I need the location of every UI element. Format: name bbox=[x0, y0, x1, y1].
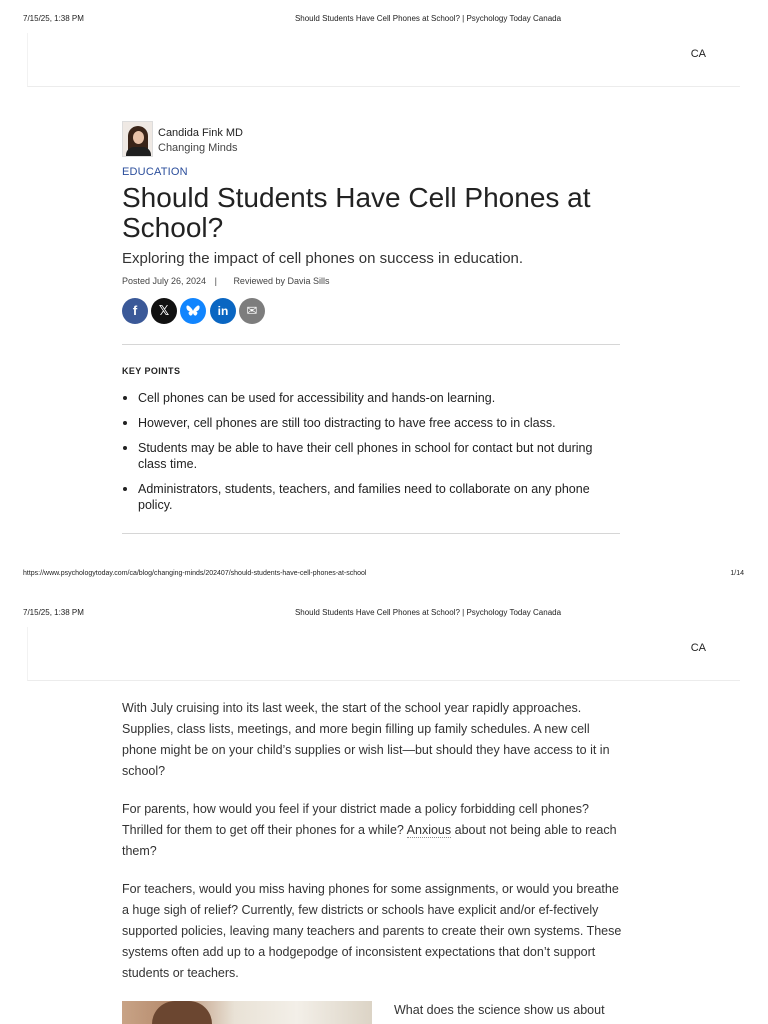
x-share-button[interactable] bbox=[151, 298, 177, 324]
blog-name[interactable]: Changing Minds bbox=[158, 142, 238, 154]
key-points-label: KEY POINTS bbox=[122, 366, 181, 376]
article-photo bbox=[122, 1001, 372, 1024]
divider bbox=[122, 533, 620, 534]
print-title: Should Students Have Cell Phones at School? | Psychology Today Canada bbox=[294, 608, 562, 617]
posted-date: Posted July 26, 2024 bbox=[122, 276, 207, 286]
body-paragraph: What does the science show us about bbox=[394, 1003, 605, 1017]
site-header bbox=[27, 33, 740, 87]
email-share-button[interactable] bbox=[239, 298, 265, 324]
article-title: Should Students Have Cell Phones at School? bbox=[122, 182, 591, 243]
print-page-number: 1/14 bbox=[730, 570, 744, 577]
bluesky-icon bbox=[186, 305, 200, 317]
print-date: 7/15/25, 1:38 PM bbox=[23, 14, 84, 23]
article-subtitle: Exploring the impact of cell phones on success in education. bbox=[122, 250, 524, 267]
region-selector[interactable]: CA bbox=[690, 48, 706, 60]
region-selector[interactable]: CA bbox=[690, 642, 706, 654]
body-paragraph: With July cruising into its last week, the start of the school year rapidly approaches. Supplies, class lists, meetings, and more begin filling up family schedules. A new cell phone might be on your child’s supplies or wish list—but should they have access to it in school? bbox=[122, 701, 610, 778]
body-paragraph bbox=[122, 799, 622, 862]
body-paragraph: For teachers, would you miss having phones for some assignments, or would you breathe a huge sigh of relief? Currently, few districts or schools have explicit and/or ef-fectively supported policies, leaving many teachers and parents to create their own systems. These systems often add up to a hodgepodge of inconsistent expectations that don’t support students or teachers. bbox=[122, 882, 622, 980]
paragraph-text: about not being able to reach them? bbox=[122, 823, 617, 858]
print-header bbox=[0, 608, 768, 622]
print-date: 7/15/25, 1:38 PM bbox=[23, 608, 84, 617]
linkedin-share-button[interactable] bbox=[210, 298, 236, 324]
anxious-link[interactable]: Anxious bbox=[406, 823, 452, 837]
key-point: Cell phones can be used for accessibility and hands-on learning. bbox=[122, 390, 622, 406]
paragraph-text: For parents, how would you feel if your district made a policy forbidding cell phones? Thrilled for them to get off their phones for a while? bbox=[122, 802, 589, 837]
author-avatar[interactable] bbox=[122, 121, 153, 157]
print-url: https://www.psychologytoday.com/ca/blog/changing-minds/202407/should-students-have-cell-phones-at-school bbox=[23, 570, 367, 577]
divider bbox=[122, 344, 620, 345]
article-meta bbox=[122, 276, 329, 286]
x-icon: 𝕏 bbox=[158, 303, 170, 318]
bluesky-share-button[interactable] bbox=[180, 298, 206, 324]
print-title: Should Students Have Cell Phones at School? | Psychology Today Canada bbox=[294, 14, 562, 23]
meta-separator: | bbox=[214, 276, 217, 286]
article-category[interactable]: EDUCATION bbox=[122, 166, 188, 178]
key-points-list bbox=[122, 390, 622, 522]
linkedin-icon: in bbox=[217, 304, 229, 318]
key-point: Administrators, students, teachers, and families need to collaborate on any phone policy. bbox=[122, 481, 622, 513]
email-icon: ✉ bbox=[246, 303, 258, 318]
key-point: However, cell phones are still too distracting to have free access to in class. bbox=[122, 415, 622, 431]
author-name[interactable]: Candida Fink MD bbox=[158, 127, 243, 139]
site-header bbox=[27, 627, 740, 681]
key-point: Students may be able to have their cell phones in school for contact but not during class time. bbox=[122, 440, 622, 472]
facebook-icon: f bbox=[132, 303, 138, 318]
print-header bbox=[0, 14, 768, 28]
facebook-share-button[interactable] bbox=[122, 298, 148, 324]
reviewed-by[interactable]: Reviewed by Davia Sills bbox=[233, 276, 330, 286]
